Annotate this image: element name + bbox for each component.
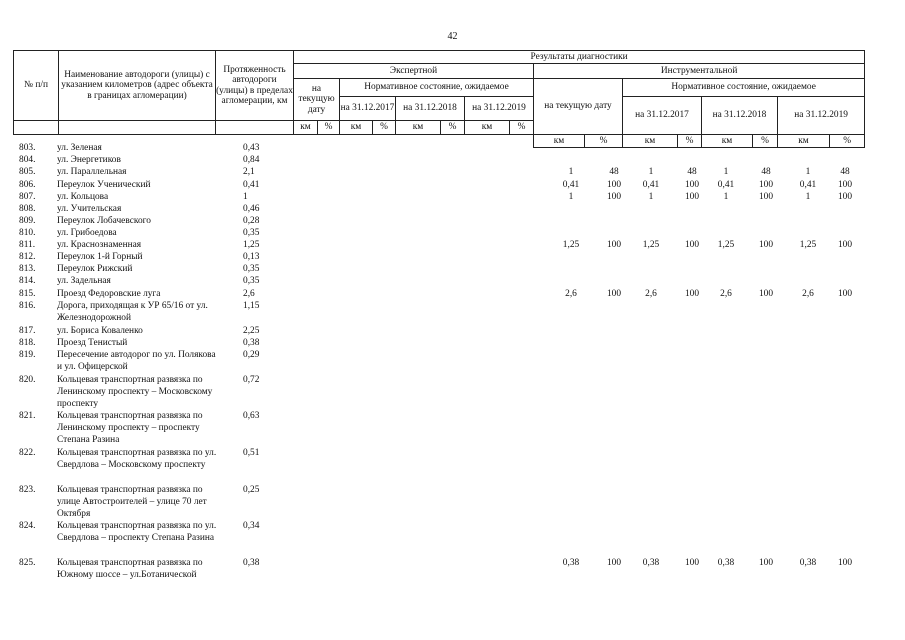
value-km: 0,38 (717, 558, 735, 568)
road-length: 0,29 (243, 350, 260, 360)
header-expert-2018: на 31.12.2018 (396, 97, 465, 121)
value-pct: 48 (687, 167, 697, 177)
page-number: 42 (447, 31, 458, 42)
row-number: 812. (19, 252, 36, 262)
road-length: 0,35 (243, 228, 260, 238)
value-km: 1 (723, 192, 729, 202)
value-pct: 100 (684, 180, 700, 190)
header-current-date-expert: на текущую дату (294, 79, 340, 121)
value-pct: 100 (684, 558, 700, 568)
value-pct: 100 (606, 240, 622, 250)
road-length: 0,35 (243, 264, 260, 274)
road-length: 0,34 (243, 521, 260, 531)
value-km: 1 (568, 192, 574, 202)
road-name: Кольцевая транспортная развязка по улице Автостроителей – улице 70 лет Октября (57, 485, 207, 519)
value-km: 0,38 (562, 558, 580, 568)
header-unit-pct: % (373, 121, 396, 135)
road-name: Кольцевая транспортная развязка по ул. Свердлова – проспекту Степана Разина (57, 521, 217, 543)
header-expert-2019: на 31.12.2019 (465, 97, 534, 121)
value-pct: 100 (606, 289, 622, 299)
road-length: 0,38 (243, 338, 260, 348)
value-km: 1 (805, 192, 811, 202)
road-length: 0,28 (243, 216, 260, 226)
value-pct: 48 (761, 167, 771, 177)
value-pct: 100 (837, 289, 853, 299)
value-km: 0,41 (799, 180, 817, 190)
row-number: 806. (19, 180, 36, 190)
header-unit-pct: % (318, 121, 340, 135)
row-number: 810. (19, 228, 36, 238)
header-length: Протяженность автодороги (улицы) в пределах агломерации, км (216, 51, 294, 121)
value-pct: 100 (684, 289, 700, 299)
road-length: 0,51 (243, 448, 260, 458)
header-unit-pct: % (441, 121, 465, 135)
header-num: № п/п (14, 51, 59, 121)
header-normative-instr: Нормативное состояние, ожидаемое (623, 79, 865, 97)
header-normative-expert: Нормативное состояние, ожидаемое (340, 79, 534, 97)
value-km: 2,6 (802, 289, 814, 299)
road-name: ул. Энергетиков (57, 155, 121, 165)
header-current-date-instr: на текущую дату (534, 79, 623, 135)
header-unit-km: км (778, 135, 830, 148)
header-results: Результаты диагностики (294, 51, 865, 64)
road-length: 0,41 (243, 180, 260, 190)
header-unit-km: км (294, 121, 318, 135)
road-name: ул. Бориса Коваленко (57, 326, 143, 336)
value-km: 2,6 (565, 289, 577, 299)
road-name: Переулок Рижский (57, 264, 133, 274)
row-number: 815. (19, 289, 36, 299)
row-number: 820. (19, 375, 36, 385)
row-number: 803. (19, 143, 36, 153)
road-name: ул. Зеленая (57, 143, 102, 153)
value-pct: 100 (606, 180, 622, 190)
road-name: Кольцевая транспортная развязка по ул. Свердлова – Московскому проспекту (57, 448, 217, 470)
header-expert-2017: на 31.12.2017 (340, 97, 396, 121)
value-pct: 100 (758, 240, 774, 250)
row-number: 816. (19, 301, 36, 311)
value-km: 0,41 (562, 180, 580, 190)
value-pct: 100 (606, 192, 622, 202)
row-number: 823. (19, 485, 36, 495)
header-unit-pct: % (510, 121, 534, 135)
road-name: Проезд Тенистый (57, 338, 128, 348)
road-name: Пересечение автодорог по ул. Полякова и ул. Офицерской (57, 350, 216, 372)
road-length: 1 (243, 192, 248, 202)
row-number: 814. (19, 276, 36, 286)
value-km: 2,6 (720, 289, 732, 299)
road-name: Кольцевая транспортная развязка по Южному шоссе – ул.Ботанической (57, 558, 203, 580)
value-pct: 48 (609, 167, 619, 177)
row-number: 821. (19, 411, 36, 421)
road-length: 1,25 (243, 240, 260, 250)
value-km: 0,38 (799, 558, 817, 568)
row-number: 824. (19, 521, 36, 531)
road-name: Переулок Ученический (57, 180, 151, 190)
road-name: Переулок 1-й Горный (57, 252, 143, 262)
header-unit-pct: % (678, 135, 702, 148)
value-km: 1,25 (562, 240, 580, 250)
row-number: 807. (19, 192, 36, 202)
value-km: 0,38 (642, 558, 660, 568)
road-length: 0,84 (243, 155, 260, 165)
row-number: 818. (19, 338, 36, 348)
road-name: Переулок Лобачевского (57, 216, 151, 226)
header-expert: Экспертной (294, 64, 534, 79)
row-number: 825. (19, 558, 36, 568)
row-number: 822. (19, 448, 36, 458)
row-number: 811. (19, 240, 36, 250)
header-unit-pct: % (830, 135, 865, 148)
value-pct: 100 (837, 180, 853, 190)
header-unit-pct: % (753, 135, 778, 148)
row-number: 819. (19, 350, 36, 360)
road-name: ул. Параллельная (57, 167, 127, 177)
value-pct: 100 (758, 192, 774, 202)
value-km: 1 (648, 192, 654, 202)
value-km: 1 (723, 167, 729, 177)
road-length: 0,63 (243, 411, 260, 421)
row-number: 808. (19, 204, 36, 214)
road-name: Кольцевая транспортная развязка по Ленинскому проспекту – проспекту Степана Разина (57, 411, 203, 445)
value-pct: 100 (837, 240, 853, 250)
value-pct: 100 (606, 558, 622, 568)
header-instrumental: Инструментальной (534, 64, 865, 79)
value-pct: 100 (758, 558, 774, 568)
header-unit-pct: % (585, 135, 623, 148)
road-length: 2,6 (243, 289, 255, 299)
header-unit-km: км (340, 121, 373, 135)
value-km: 2,6 (645, 289, 657, 299)
road-length: 2,25 (243, 326, 260, 336)
value-pct: 100 (758, 180, 774, 190)
road-length: 0,43 (243, 143, 260, 153)
road-length: 0,38 (243, 558, 260, 568)
header-unit-km: км (465, 121, 510, 135)
road-length: 1,15 (243, 301, 260, 311)
road-length: 0,13 (243, 252, 260, 262)
header-instr-2017: на 31.12.2017 (623, 97, 702, 135)
road-name: ул. Кольцова (57, 192, 109, 202)
road-name: ул. Учительская (57, 204, 122, 214)
value-km: 1 (648, 167, 654, 177)
value-km: 0,41 (642, 180, 660, 190)
header-unit-km: км (534, 135, 585, 148)
road-length: 2,1 (243, 167, 255, 177)
header-instr-2018: на 31.12.2018 (702, 97, 778, 135)
value-pct: 100 (684, 192, 700, 202)
road-length: 0,72 (243, 375, 260, 385)
value-pct: 100 (837, 192, 853, 202)
header-instr-2019: на 31.12.2019 (778, 97, 865, 135)
header-name: Наименование автодороги (улицы) с указанием километров (адрес объекта в границах агломерации) (59, 51, 216, 121)
road-name: Проезд Федоровские луга (57, 289, 161, 299)
value-km: 1,25 (717, 240, 735, 250)
row-number: 817. (19, 326, 36, 336)
road-length: 0,35 (243, 276, 260, 286)
value-pct: 100 (684, 240, 700, 250)
road-length: 0,25 (243, 485, 260, 495)
value-km: 1 (568, 167, 574, 177)
header-unit-km: км (623, 135, 678, 148)
row-number: 805. (19, 167, 36, 177)
road-name: ул. Задельная (57, 276, 111, 286)
row-number: 813. (19, 264, 36, 274)
header-unit-km: км (396, 121, 441, 135)
value-km: 1,25 (642, 240, 660, 250)
row-number: 809. (19, 216, 36, 226)
road-name: ул. Грибоедова (57, 228, 117, 238)
road-name: ул. Краснознаменная (57, 240, 142, 250)
road-name: Дорога, приходящая к УР 65/16 от ул. Железнодорожной (57, 301, 208, 323)
value-km: 1 (805, 167, 811, 177)
road-name: Кольцевая транспортная развязка по Ленинскому проспекту – Московскому проспекту (57, 375, 213, 409)
value-km: 1,25 (799, 240, 817, 250)
value-km: 0,41 (717, 180, 735, 190)
value-pct: 48 (840, 167, 850, 177)
value-pct: 100 (837, 558, 853, 568)
row-number: 804. (19, 155, 36, 165)
header-unit-km: км (702, 135, 753, 148)
value-pct: 100 (758, 289, 774, 299)
road-length: 0,46 (243, 204, 260, 214)
